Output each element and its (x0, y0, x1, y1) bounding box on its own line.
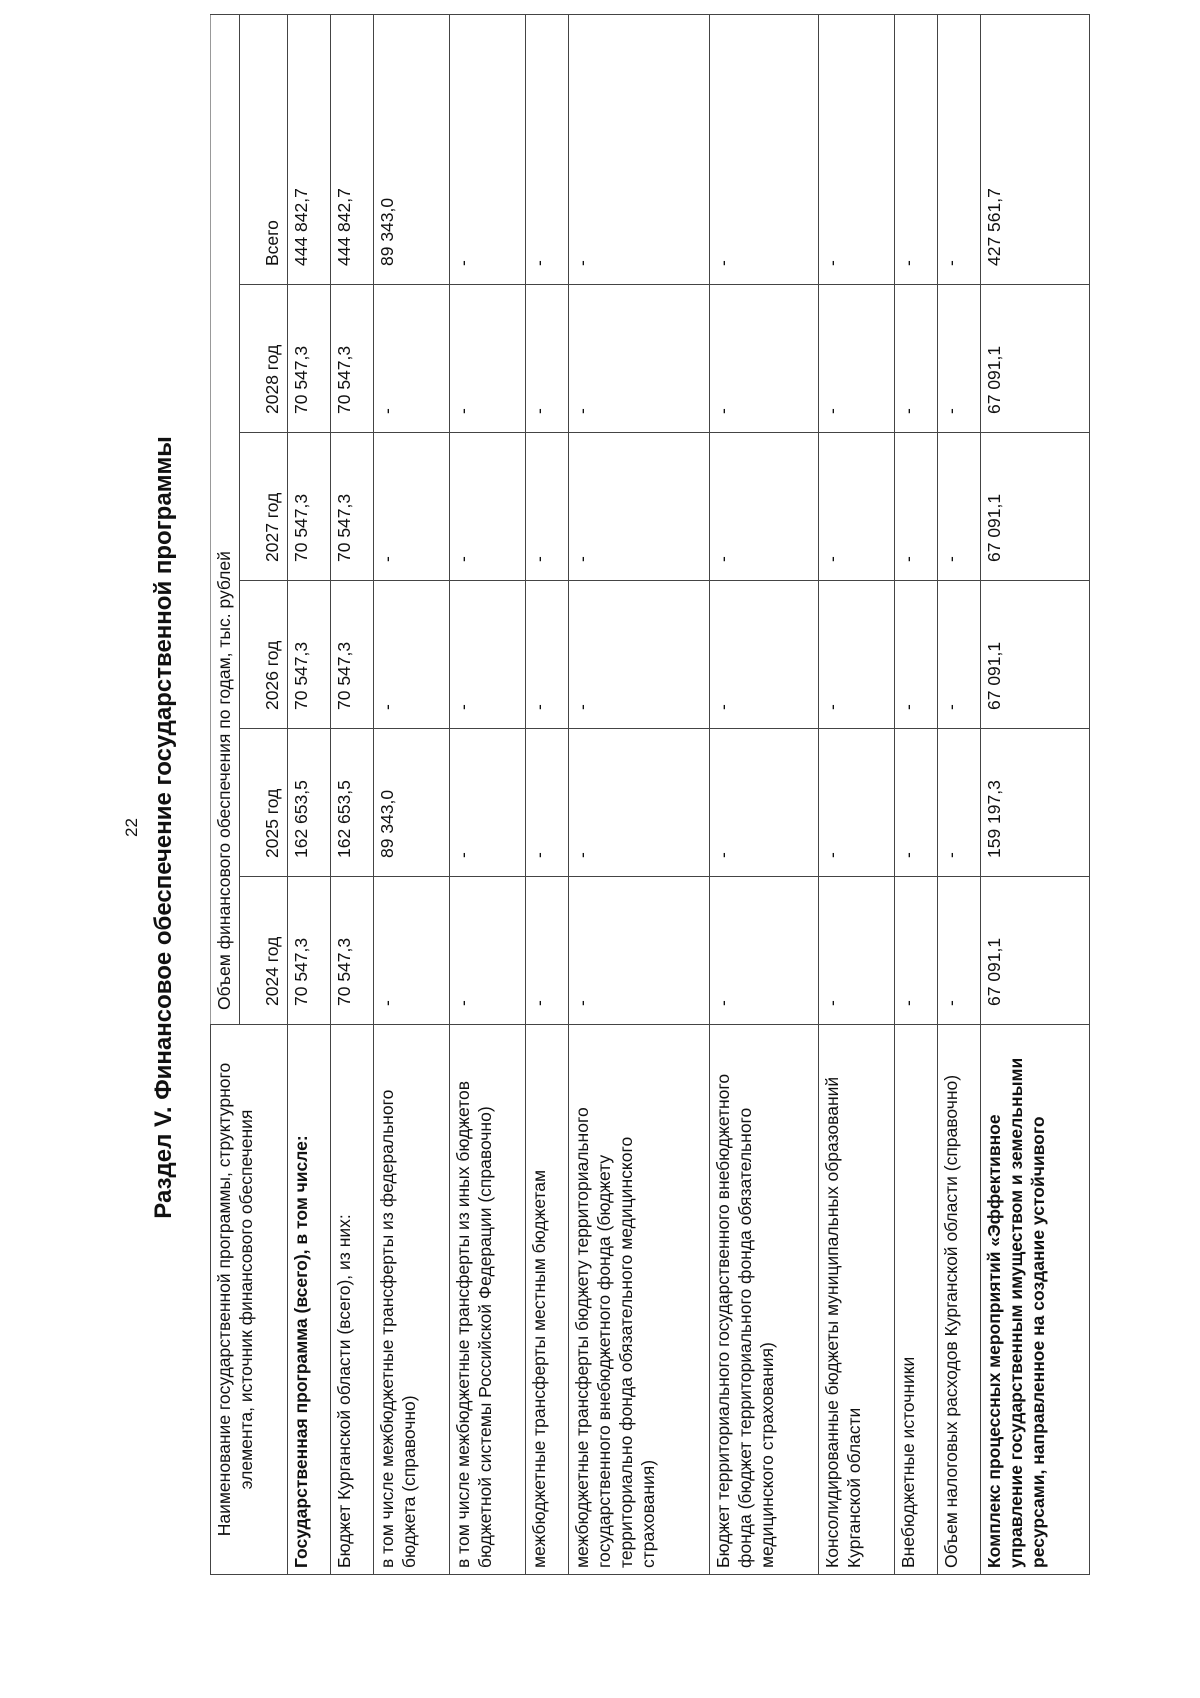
value-cell: - (819, 14, 895, 284)
value-cell: - (525, 581, 568, 729)
table-body (287, 14, 1089, 1574)
value-cell: - (819, 877, 895, 1025)
header-name-cell: Наименование государственной программы, структурного элемента, источник финансового обеспечения (211, 1025, 288, 1575)
row-label: межбюджетные трансферты местным бюджетам (525, 1025, 568, 1575)
value-cell: - (894, 433, 937, 581)
value-cell: - (450, 433, 526, 581)
value-cell: 67 091,1 (981, 877, 1090, 1025)
value-cell: - (525, 729, 568, 877)
header-group-cell: Объем финансового обеспечения по годам, тыс. рублей (211, 14, 240, 1024)
row-label: межбюджетные трансферты бюджету территориального государственного внебюджетного фонда (бюджету территориально фонда обязательного медицинского страхования) (569, 1025, 710, 1575)
value-cell: 444 842,7 (287, 14, 330, 284)
value-cell: 70 547,3 (330, 877, 373, 1025)
header-year-2027: 2027 год (239, 433, 287, 581)
value-cell: 159 197,3 (981, 729, 1090, 877)
value-cell: 427 561,7 (981, 14, 1090, 284)
value-cell: - (819, 729, 895, 877)
rotated-page-content (120, 15, 1200, 1640)
value-cell: - (819, 433, 895, 581)
table-row (981, 14, 1090, 1574)
value-cell: 70 547,3 (287, 285, 330, 433)
value-cell: - (938, 285, 981, 433)
header-row-group (211, 14, 240, 1574)
header-year-2024: 2024 год (239, 877, 287, 1025)
row-label: Консолидированные бюджеты муниципальных образований Курганской области (819, 1025, 895, 1575)
value-cell: - (710, 877, 819, 1025)
row-label: в том числе межбюджетные трансферты из иных бюджетов бюджетной системы Российской Федерации (справочно) (450, 1025, 526, 1575)
row-label: в том числе межбюджетные трансферты из федерального бюджета (справочно) (374, 1025, 450, 1575)
row-label: Внебюджетные источники (894, 1025, 937, 1575)
value-cell: 162 653,5 (330, 729, 373, 877)
value-cell: - (450, 14, 526, 284)
value-cell: - (569, 285, 710, 433)
page-number: 22 (122, 818, 141, 837)
row-label: Бюджет Курганской области (всего), из них: (330, 1025, 373, 1575)
value-cell: - (819, 581, 895, 729)
header-year-2025: 2025 год (239, 729, 287, 877)
value-cell: - (710, 433, 819, 581)
value-cell: 70 547,3 (330, 433, 373, 581)
header-year-2026: 2026 год (239, 581, 287, 729)
value-cell: 70 547,3 (287, 877, 330, 1025)
value-cell: 70 547,3 (287, 581, 330, 729)
value-cell: - (894, 729, 937, 877)
value-cell: - (450, 581, 526, 729)
value-cell: - (894, 877, 937, 1025)
value-cell: - (938, 14, 981, 284)
header-year-2028: 2028 год (239, 285, 287, 433)
value-cell: - (450, 877, 526, 1025)
value-cell: - (938, 877, 981, 1025)
value-cell: - (569, 729, 710, 877)
value-cell: - (525, 285, 568, 433)
value-cell: - (374, 433, 450, 581)
value-cell: 89 343,0 (374, 729, 450, 877)
value-cell: - (938, 433, 981, 581)
table-row (938, 14, 981, 1574)
table-row (819, 14, 895, 1574)
value-cell: - (569, 877, 710, 1025)
value-cell: - (819, 285, 895, 433)
value-cell: 67 091,1 (981, 433, 1090, 581)
table-row (710, 14, 819, 1574)
value-cell: - (710, 729, 819, 877)
value-cell: - (710, 285, 819, 433)
value-cell: 67 091,1 (981, 285, 1090, 433)
value-cell: 70 547,3 (330, 581, 373, 729)
value-cell: - (894, 581, 937, 729)
table-row (894, 14, 937, 1574)
table-row (450, 14, 526, 1574)
row-label: Комплекс процессных мероприятий «Эффективное управление государственным имуществом и земельными ресурсами, направленное на создание устойчивого (981, 1025, 1090, 1575)
value-cell: - (894, 285, 937, 433)
table-row (330, 14, 373, 1574)
value-cell: - (710, 581, 819, 729)
value-cell: - (569, 14, 710, 284)
row-label: Бюджет территориального государственного внебюджетного фонда (бюджет территориального фонда обязательного медицинского страхования) (710, 1025, 819, 1575)
value-cell: 444 842,7 (330, 14, 373, 284)
row-label: Государственная программа (всего), в том числе: (287, 1025, 330, 1575)
value-cell: - (569, 433, 710, 581)
row-label: Объем налоговых расходов Курганской области (справочно) (938, 1025, 981, 1575)
table-row (374, 14, 450, 1574)
table-row (287, 14, 330, 1574)
header-total: Всего (239, 14, 287, 284)
value-cell: - (938, 729, 981, 877)
value-cell: - (569, 581, 710, 729)
value-cell: - (938, 581, 981, 729)
table-row (569, 14, 710, 1574)
section-title: Раздел V. Финансовое обеспечение государственной программы (150, 436, 177, 1219)
value-cell: 70 547,3 (330, 285, 373, 433)
value-cell: 162 653,5 (287, 729, 330, 877)
value-cell: - (894, 14, 937, 284)
value-cell: - (525, 14, 568, 284)
value-cell: - (374, 581, 450, 729)
value-cell: - (450, 729, 526, 877)
value-cell: - (374, 285, 450, 433)
table-row (525, 14, 568, 1574)
financing-table (210, 14, 1090, 1575)
value-cell: 67 091,1 (981, 581, 1090, 729)
value-cell: 89 343,0 (374, 14, 450, 284)
value-cell: - (450, 285, 526, 433)
value-cell: - (374, 877, 450, 1025)
value-cell: - (525, 433, 568, 581)
value-cell: 70 547,3 (287, 433, 330, 581)
value-cell: - (525, 877, 568, 1025)
value-cell: - (710, 14, 819, 284)
